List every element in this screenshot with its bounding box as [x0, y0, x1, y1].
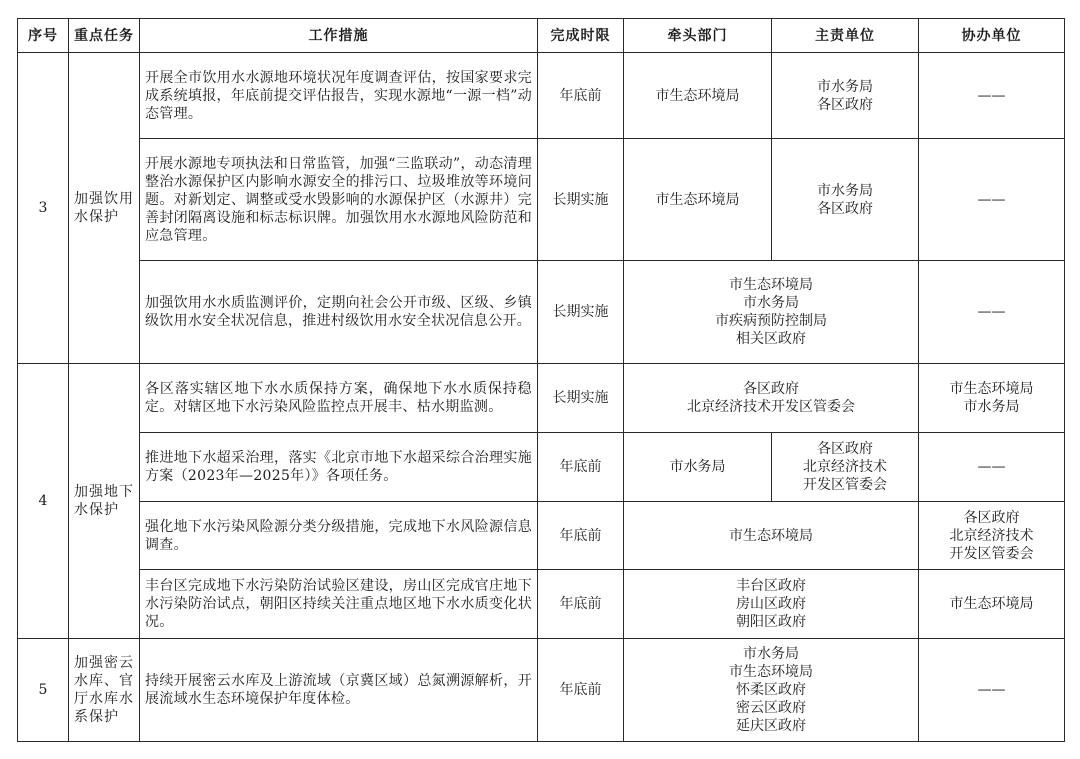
table-row: [18, 502, 1065, 570]
deadline-cell: 长期实施: [538, 139, 624, 261]
lead-main-cell: [624, 570, 919, 639]
header-num: 序号: [18, 19, 69, 53]
table-row: [18, 570, 1065, 639]
assist-cell: [919, 639, 1065, 742]
measure-cell: 持续开展密云水库及上游流域（京冀区域）总氮溯源解析，开展流域水生态环境保护年度体检。: [140, 639, 538, 742]
deadline-cell: 年底前: [538, 53, 624, 139]
main-cell: [772, 53, 919, 139]
lead-unit: 丰台区政府: [736, 578, 806, 594]
header-lead: 牵头部门: [624, 19, 772, 53]
assist-dash: ——: [977, 87, 1006, 104]
assist-unit: 开发区管委会: [949, 545, 1034, 562]
table-row: [18, 53, 1065, 139]
lead-unit: 各区政府: [743, 381, 799, 397]
assist-dash: ——: [977, 682, 1006, 698]
assist-dash: ——: [977, 459, 1006, 475]
group-task: 加强饮用水保护: [69, 53, 140, 364]
header-assist: 协办单位: [919, 19, 1065, 53]
assist-cell: [919, 502, 1065, 570]
assist-unit: 市生态环境局: [949, 596, 1034, 612]
header-deadline: 完成时限: [538, 19, 624, 53]
measure-cell: 各区落实辖区地下水水质保持方案，确保地下水水质保持稳定。对辖区地下水污染风险监控点开展丰、枯水期监测。: [140, 364, 538, 433]
main-unit: 市水务局: [817, 78, 873, 95]
assist-unit: 市生态环境局: [949, 381, 1034, 397]
lead-unit: 市生态环境局: [729, 664, 813, 680]
header-task: 重点任务: [69, 19, 140, 53]
measure-cell: 开展全市饮用水水源地环境状况年度调查评估，按国家要求完成系统填报，年底前提交评估报告，实现水源地“一源一档”动态管理。: [140, 53, 538, 139]
main-unit: 各区政府: [817, 200, 873, 217]
table-row: [18, 261, 1065, 364]
measure-cell: 开展水源地专项执法和日常监管，加强“三监联动”，动态清理整治水源保护区内影响水源安全的排污口、垃圾堆放等环境问题。对新划定、调整或受水毁影响的水源保护区（水源井）完善封闭隔离设施和标志标识牌。加强饮用水水源地风险防范和应急管理。: [140, 139, 538, 261]
lead-unit: 朝阳区政府: [736, 614, 806, 630]
assist-cell: [919, 433, 1065, 502]
deadline-cell: 年底前: [538, 433, 624, 502]
assist-unit: 市水务局: [963, 399, 1020, 415]
lead-cell: [624, 139, 772, 261]
assist-cell: [919, 570, 1065, 639]
deadline-cell: 长期实施: [538, 364, 624, 433]
lead-cell: [624, 53, 772, 139]
group-num: 4: [18, 364, 69, 639]
lead-unit: 市生态环境局: [655, 191, 740, 208]
lead-unit: 密云区政府: [736, 700, 806, 716]
table-row: [18, 139, 1065, 261]
main-unit: 市水务局: [817, 182, 873, 199]
assist-dash: ——: [977, 304, 1006, 320]
measure-cell: 推进地下水超采治理，落实《北京市地下水超采综合治理实施方案（2023年—2025年）》各项任务。: [140, 433, 538, 502]
lead-unit: 延庆区政府: [736, 718, 806, 734]
table-row: [18, 639, 1065, 742]
lead-unit: 市疾病预防控制局: [715, 313, 827, 329]
measure-cell: 强化地下水污染风险源分类分级措施，完成地下水风险源信息调查。: [140, 502, 538, 570]
assist-cell: [919, 139, 1065, 261]
group-num: 5: [18, 639, 69, 742]
measure-cell: 加强饮用水水质监测评价，定期向社会公开市级、区级、乡镇级饮用水安全状况信息，推进村级饮用水安全状况信息公开。: [140, 261, 538, 364]
assist-cell: [919, 364, 1065, 433]
lead-unit: 怀柔区政府: [736, 682, 806, 698]
main-cell: [772, 433, 919, 502]
assist-cell: [919, 261, 1065, 364]
lead-unit: 市水务局: [743, 646, 799, 662]
lead-unit: 市生态环境局: [655, 87, 740, 104]
task-table: [17, 18, 1065, 742]
assist-unit: 各区政府: [963, 509, 1020, 526]
main-unit: 北京经济技术: [803, 459, 887, 475]
lead-unit: 市水务局: [743, 295, 799, 311]
group-num: 3: [18, 53, 69, 364]
lead-unit: 相关区政府: [736, 331, 806, 347]
lead-cell: [624, 433, 772, 502]
lead-unit: 北京经济技术开发区管委会: [687, 399, 855, 415]
main-unit: 开发区管委会: [803, 477, 887, 493]
lead-main-cell: [624, 261, 919, 364]
lead-main-cell: [624, 502, 919, 570]
measure-cell: 丰台区完成地下水污染防治试验区建设，房山区完成官庄地下水污染防治试点，朝阳区持续关注重点地区地下水水质变化状况。: [140, 570, 538, 639]
lead-unit: 房山区政府: [736, 596, 806, 612]
main-unit: 各区政府: [817, 441, 873, 457]
deadline-cell: 年底前: [538, 639, 624, 742]
lead-unit: 市生态环境局: [729, 277, 813, 293]
assist-dash: ——: [977, 191, 1006, 208]
header-measure: 工作措施: [140, 19, 538, 53]
assist-cell: [919, 53, 1065, 139]
lead-unit: 市水务局: [669, 459, 726, 475]
deadline-cell: 年底前: [538, 502, 624, 570]
table-row: [18, 364, 1065, 433]
group-task: 加强密云水库、官厅水库水系保护: [69, 639, 140, 742]
lead-main-cell: [624, 639, 919, 742]
lead-main-cell: [624, 364, 919, 433]
table-row: [18, 433, 1065, 502]
deadline-cell: 长期实施: [538, 261, 624, 364]
header-row: [18, 19, 1065, 53]
header-main: 主责单位: [772, 19, 919, 53]
assist-unit: 北京经济技术: [949, 527, 1034, 544]
deadline-cell: 年底前: [538, 570, 624, 639]
group-task: 加强地下水保护: [69, 364, 140, 639]
main-unit: 各区政府: [817, 96, 873, 113]
main-cell: [772, 139, 919, 261]
lead-unit: 市生态环境局: [729, 527, 813, 544]
